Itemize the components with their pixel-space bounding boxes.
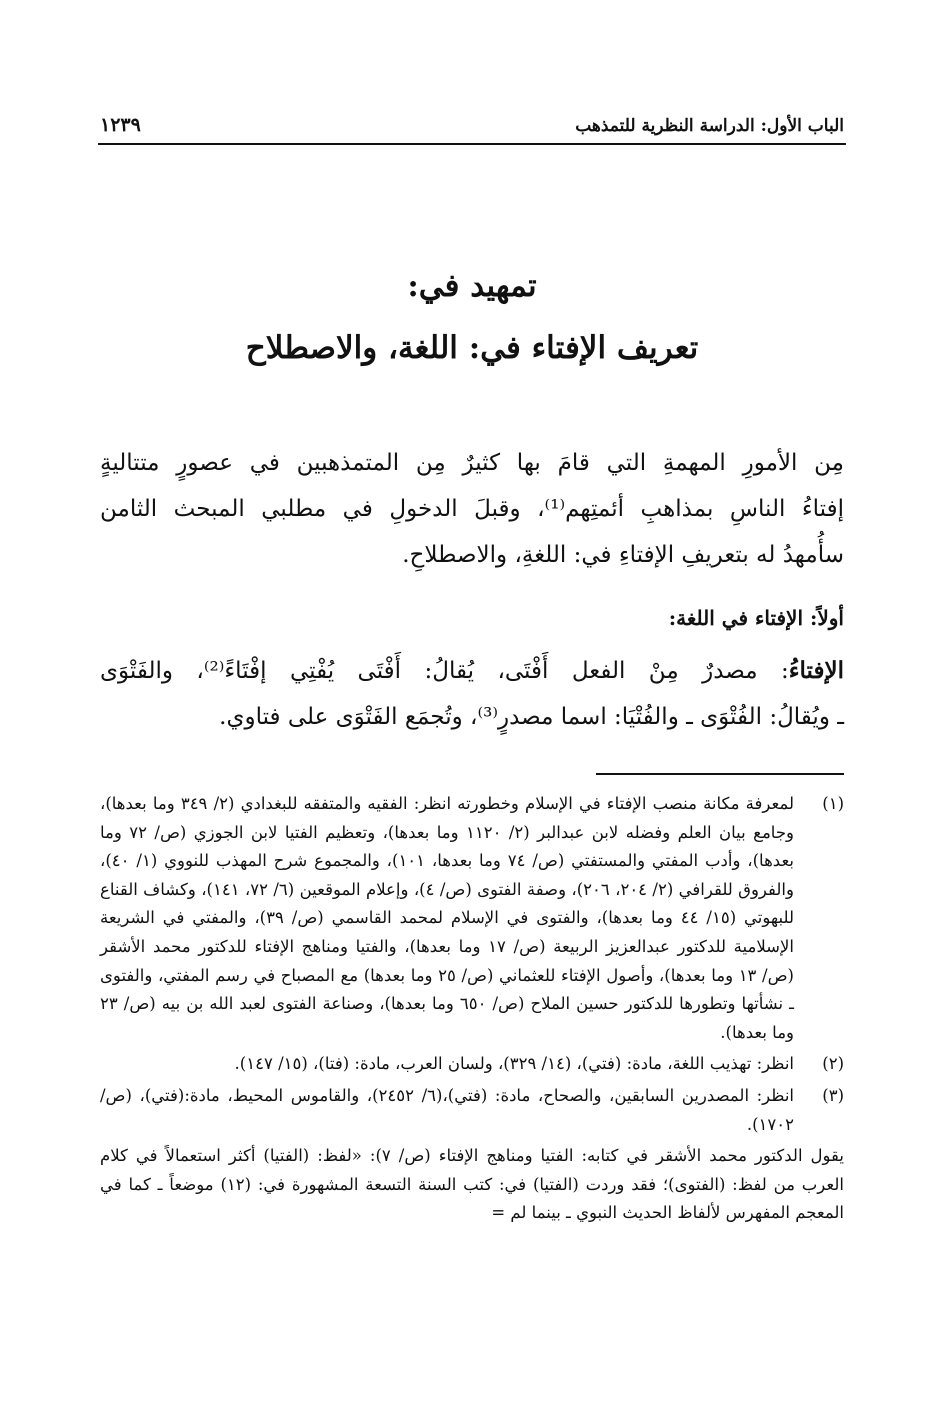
intro-line: سأُمهدُ له بتعريفِ الإفتاءِ في: اللغةِ، والاصطلاحِ. [402,542,844,568]
chapter-heading-line1: تمهيد في: [407,268,537,304]
footnote [100,790,844,1047]
footnotes [100,790,844,1228]
definition-line [100,648,844,694]
definition-line: ـ ويُقالُ: الفُتْوَى ـ والفُتْيَا: اسما مصدرٍ⁽³⁾، وتُجمَع الفَتْوَى على فتاوي. [219,704,844,730]
running-header [100,112,844,146]
definition-text: : مصدرٌ مِنْ الفعل أَفْتَى، يُقالُ: أَفْتَى يُفْتِي إفْتَاءً⁽²⁾، والفَتْوَى [100,658,789,684]
footnote-text: لمعرفة مكانة منصب الإفتاء في الإسلام وخطورته انظر: الفقيه والمتفقه للبغدادي (٢/ ٣٤٩ وما بعدها)، وجامع بيان العلم وفضله لابن عبدالبر (٢/ ١١٢٠ وما بعدها)، وتعظيم الفتيا لابن الجوزي (ص/ ٧٢ وما بعدها)، وأدب المفتي والمستفتي (ص/ ٧٤ وما بعدها، ١٠١)، والمجموع شرح المهذب للنووي (١/ ٤٠)، والفروق للقرافي (٢/ ٢٠٤، ٢٠٦)، وصفة الفتوى (ص/ ٤)، وإعلام الموقعين (٦/ ٧٢، ١٤١)، وكشاف القناع للبهوتي (١٥/ ٤٤ وما بعدها)، والفتوى في الإسلام لمحمد القاسمي (ص/ ٣٩)، والمفتي في الشريعة الإسلامية للدكتور عبدالعزيز الربيعة (ص/ ١٧ وما بعدها)، والفتيا ومناهج الإفتاء للدكتور محمد الأشقر (ص/ ١٣ وما بعدها)، وأصول الإفتاء للعثماني (ص/ ٢٥ وما بعدها) مع المصباح في رسم المفتي، والفتوى ـ نشأتها وتطورها للدكتور حسين الملاح (ص/ ٦٥٠ وما بعدها)، وصناعة الفتوى لعبد الله بن بيه (ص/ ٢٣ وما بعدها). [100,794,795,1042]
footnote-rule [596,773,844,775]
chapter-heading-line2: تعريف الإفتاء في: اللغة، والاصطلاح [245,330,699,366]
footnote-number: (٣) [822,1085,844,1105]
footnote-continuation: يقول الدكتور محمد الأشقر في كتابه: الفتيا ومناهج الإفتاء (ص/ ٧): «لفظ: (الفتيا) أكثر استعمالاً في كلام العرب من لفظ: (الفتوى)؛ فقد وردت (الفتيا) في: كتب السنة التسعة المشهورة في: (١٢) موضعاً ـ كما في المعجم المفهرس لألفاظ الحديث النبوي ـ بينما لم = [100,1146,844,1223]
definition-paragraph [100,648,844,740]
intro-line: إفتاءُ الناسِ بمذاهبِ أئمتِهم⁽¹⁾، وقبلَ الدخولِ في مطلبي المبحث الثامن [100,496,845,522]
footnote-text: انظر: تهذيب اللغة، مادة: (فتي)، (١٤/ ٣٢٩)، ولسان العرب، مادة: (فتا)، (١٥/ ١٤٧). [234,1054,794,1074]
footnote [100,1050,844,1079]
intro-paragraph [100,440,844,578]
running-title: الباب الأول: الدراسة النظرية للتمذهب [575,116,844,136]
footnote-number: (٢) [822,1054,844,1074]
footnote [100,1082,844,1139]
footnote-number: (١) [822,794,844,813]
section-title: أولاً: الإفتاء في اللغة: [668,606,844,630]
page-number: ١٢٣٩ [100,114,141,136]
header-rule [98,143,846,145]
footnote-text: انظر: المصدرين السابقين، والصحاح، مادة: (فتي)،(٦/ ٢٤٥٢)، والقاموس المحيط، مادة:(فتي)، (ص/ ١٧٠٢). [100,1085,794,1134]
defined-term: الإفتاءُ [788,657,844,684]
intro-line: مِن الأمورِ المهمةِ التي قامَ بها كثيرٌ مِن المتمذهبين في عصورٍ متتاليةٍ [100,450,844,476]
